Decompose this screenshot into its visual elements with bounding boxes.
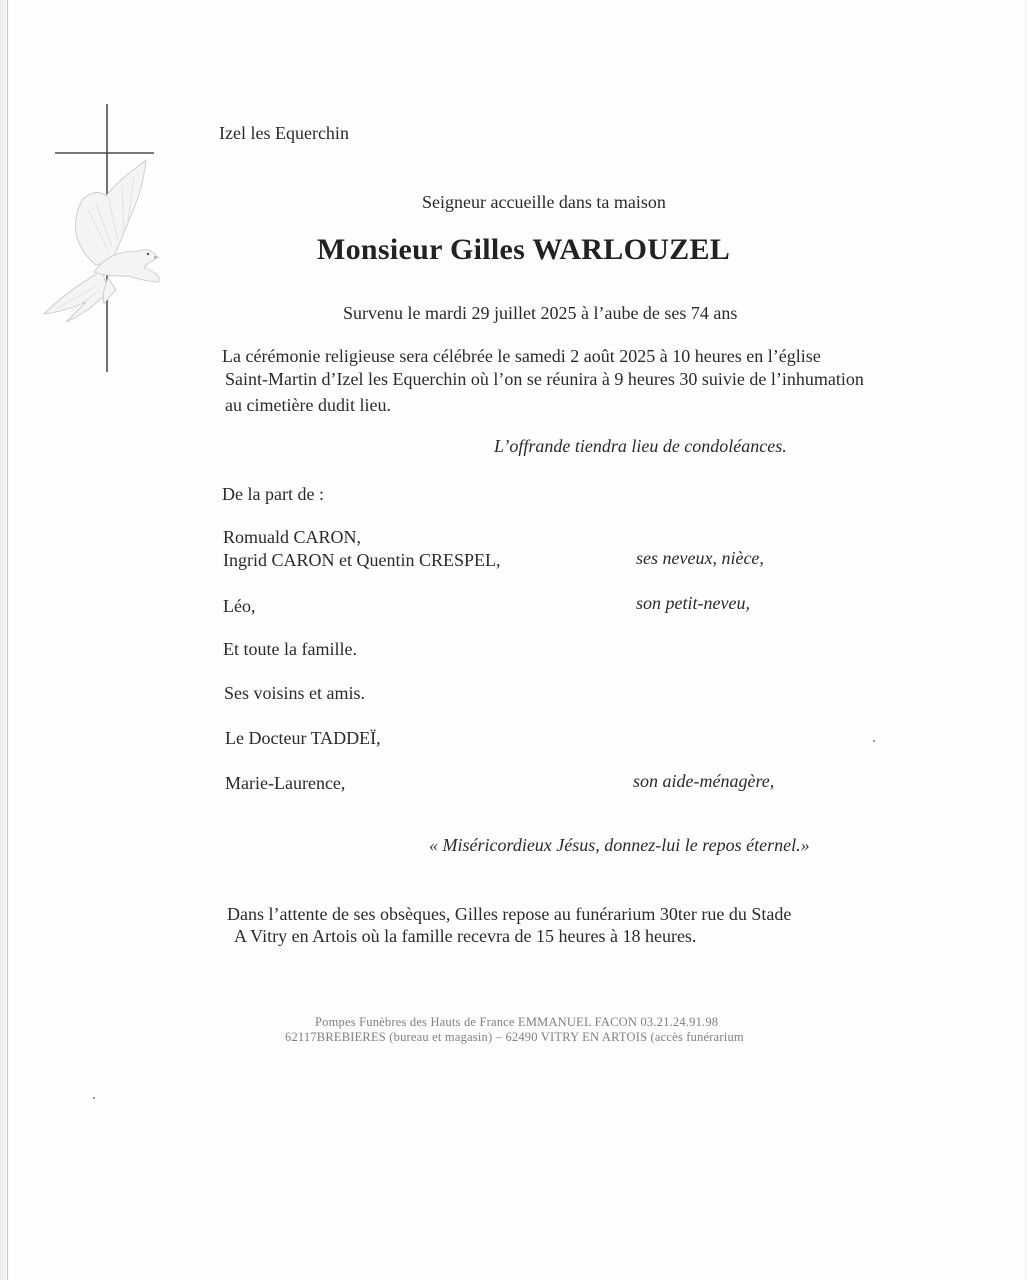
header-line: Seigneur accueille dans ta maison (422, 192, 666, 212)
death-notice: Survenu le mardi 29 juillet 2025 à l’aube de ses 74 ans (343, 303, 738, 323)
scan-speck (873, 740, 875, 742)
from-label: De la part de : (222, 484, 324, 504)
family-name-3: Léo, (223, 596, 256, 616)
family-name-1: Romuald CARON, (223, 527, 362, 547)
family-name-2: Ingrid CARON et Quentin CRESPEL, (223, 550, 501, 570)
deceased-name: Monsieur Gilles WARLOUZEL (317, 233, 731, 266)
ceremony-line-3: au cimetière dudit lieu. (225, 395, 391, 415)
ceremony-line-1: La cérémonie religieuse sera célébrée le samedi 2 août 2025 à 10 heures en l’église (222, 346, 821, 366)
family-relation-3: son petit-neveu, (636, 593, 750, 613)
family-name-5: Ses voisins et amis. (224, 683, 366, 703)
location-text: Izel les Equerchin (219, 123, 349, 143)
wake-line-1: Dans l’attente de ses obsèques, Gilles repose au funérarium 30ter rue du Stade (227, 904, 792, 924)
footer-line-2: 62117BREBIERES (bureau et magasin) – 62490 VITRY EN ARTOIS (accès funérarium (285, 1030, 744, 1044)
family-name-6: Le Docteur TADDEÏ, (225, 728, 381, 748)
scan-right-border (1025, 0, 1026, 1280)
ceremony-line-2: Saint-Martin d’Izel les Equerchin où l’on se réunira à 9 heures 30 suivie de l’inhumation (225, 369, 864, 389)
family-name-4: Et toute la famille. (223, 639, 357, 659)
scan-speck (93, 1097, 95, 1099)
footer-line-1: Pompes Funèbres des Hauts de France EMMANUEL FACON 03.21.24.91.98 (315, 1015, 719, 1029)
scan-left-border (7, 0, 8, 1280)
family-relation-2: ses neveux, nièce, (636, 548, 764, 568)
offering-text: L’offrande tiendra lieu de condoléances. (494, 436, 787, 456)
prayer-text: « Miséricordieux Jésus, donnez-lui le repos éternel.» (429, 835, 810, 855)
scan-left-edge (0, 0, 10, 1280)
cross-with-dove-icon (38, 100, 168, 375)
wake-line-2: A Vitry en Artois où la famille recevra de 15 heures à 18 heures. (234, 926, 697, 946)
family-relation-7: son aide-ménagère, (633, 771, 775, 791)
family-name-7: Marie-Laurence, (225, 773, 346, 793)
